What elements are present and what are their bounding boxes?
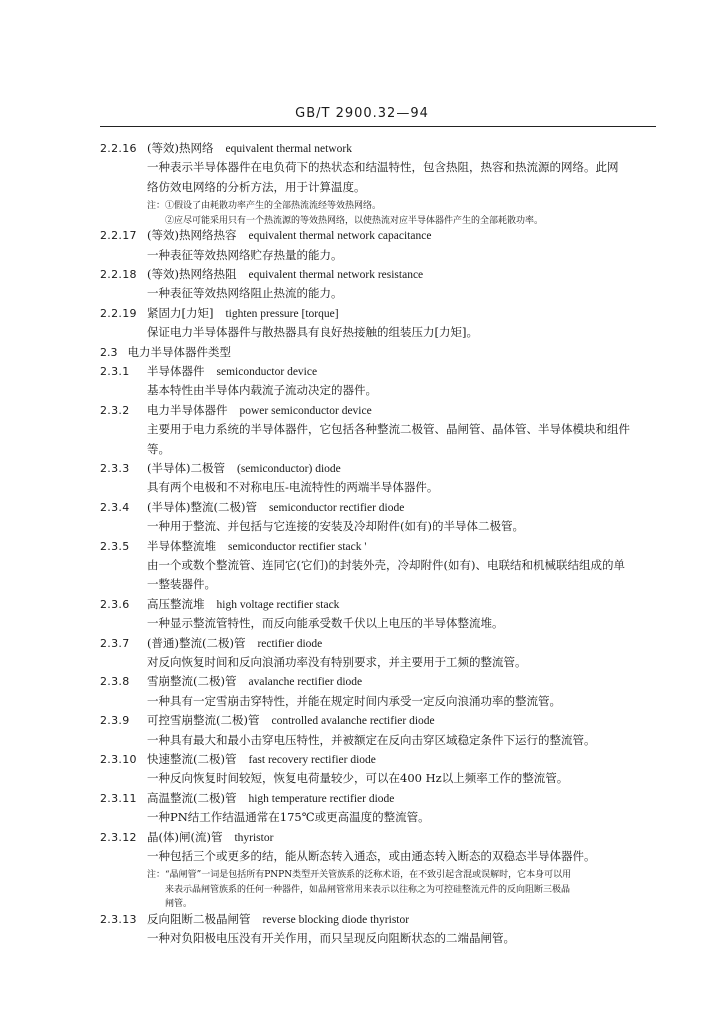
clause-number: 2.2.18 — [100, 268, 137, 281]
term-english: semiconductor rectifier stack ' — [228, 540, 367, 553]
term-chinese: 高温整流(二极)管 — [147, 790, 237, 805]
definition-text: 对反向恢复时间和反向浪涌功率没有特别要求，并主要用于工频的整流管。 — [147, 655, 527, 669]
clause-number: 2.2.17 — [100, 229, 137, 243]
section-heading — [100, 343, 231, 362]
term-name — [147, 304, 339, 324]
section-number: 2.3 — [100, 345, 118, 359]
definition-text: 一种具有最大和最小击穿电压特性，并被额定在反向击穿区域稳定条件下运行的整流管。 — [147, 732, 596, 747]
definition-text: 一种表征等效热网络贮存热量的能力。 — [147, 247, 343, 262]
term-chinese: 雪崩整流(二极)管 — [147, 674, 237, 689]
term-chinese: (普通)整流(二极)管 — [147, 635, 246, 650]
term-name — [147, 828, 273, 848]
definition-text: 一种PN结工作结温通常在175℃或更高温度的整流管。 — [147, 810, 430, 825]
note-text: ②应尽可能采用只有一个热流源的等效热网络，以使热流对应半导体器件产生的全部耗散功率。 — [147, 215, 544, 226]
definition-text: 具有两个电极和不对称电压-电流特性的两端半导体器件。 — [147, 480, 439, 495]
term-english: equivalent thermal network capacitance — [248, 230, 432, 243]
definition-text: 基本特性由半导体内载流子流动决定的器件。 — [147, 383, 377, 398]
term-name — [147, 672, 362, 692]
term-name — [147, 401, 372, 421]
section-title: 电力半导体器件类型 — [127, 344, 231, 359]
term-chinese: 电力半导体器件 — [147, 402, 228, 417]
term-chinese: 晶(体)闸(流)管 — [147, 829, 223, 844]
clause-number: 2.3.2 — [100, 403, 130, 417]
term-english: power semiconductor device — [239, 404, 372, 417]
definition-text: 一种具有一定雪崩击穿特性，并能在规定时间内承受一定反向浪涌功率的整流管。 — [147, 693, 561, 708]
term-chinese: 高压整流堆 — [147, 596, 205, 611]
term-english: thyristor — [234, 831, 274, 844]
term-english: equivalent thermal network — [225, 143, 352, 155]
note-text: 注：①假设了由耗散功率产生的全部热流流经等效热网络。 — [147, 201, 382, 212]
term-name — [147, 226, 431, 246]
clause-number: 2.3.12 — [100, 830, 137, 844]
term-english: rectifier diode — [257, 637, 323, 650]
clause-number: 2.3.5 — [100, 539, 130, 553]
clause-number: 2.3.7 — [100, 636, 130, 650]
definition-text: 由一个或数个整流管、连同它(它们)的封装外壳，冷却附件(如有)、电联结和机械联结组成的单 — [147, 558, 625, 572]
term-english: avalanche rectifier diode — [248, 676, 363, 689]
term-chinese: 半导体器件 — [147, 364, 205, 378]
clause-number: 2.3.6 — [100, 597, 130, 611]
clause-number: 2.3.9 — [100, 714, 130, 728]
clause-number: 2.2.16 — [100, 142, 137, 155]
definition-text: 一种显示整流管特性，而反向能承受数千伏以上电压的半导体整流堆。 — [147, 616, 504, 631]
clause-number: 2.3.10 — [100, 753, 137, 766]
clause-number: 2.3.8 — [100, 675, 130, 689]
term-english: reverse blocking diode thyristor — [262, 913, 410, 926]
clause-number: 2.3.11 — [100, 791, 137, 805]
term-name — [147, 139, 352, 159]
term-chinese: 反向阻断二极晶闸管 — [147, 911, 251, 926]
definition-text: 一种反向恢复时间较短，恢复电荷量较少，可以在400 Hz以上频率工作的整流管。 — [147, 771, 569, 786]
header-rule — [100, 126, 656, 127]
term-english: semiconductor device — [216, 366, 318, 378]
term-english: high temperature rectifier diode — [248, 792, 395, 805]
term-english: controlled avalanche rectifier diode — [271, 715, 435, 728]
term-name — [147, 711, 435, 731]
term-name — [147, 498, 404, 518]
term-chinese: (等效)热网络热阻 — [147, 267, 237, 281]
clause-number: 2.3.1 — [100, 365, 130, 378]
definition-text: 主要用于电力系统的半导体器件，它包括各种整流二极管、晶闸管、晶体管、半导体模块和组件 — [147, 422, 630, 437]
term-chinese: 快速整流(二极)管 — [147, 752, 237, 766]
definition-text: 保证电力半导体器件与散热器具有良好热接触的组装压力[力矩]。 — [147, 325, 478, 340]
term-chinese: 可控雪崩整流(二极)管 — [147, 713, 260, 728]
definition-text: 一种包括三个或更多的结，能从断态转入通态，或由通态转入断态的双稳态半导体器件。 — [147, 849, 596, 863]
definition-text: 一整装器件。 — [147, 577, 216, 592]
term-name — [147, 910, 409, 930]
definition-text: 络仿效电网络的分析方法，用于计算温度。 — [147, 179, 366, 194]
term-name — [147, 362, 317, 382]
term-chinese: 紧固力[力矩] — [147, 305, 214, 320]
clause-number: 2.3.4 — [100, 500, 130, 514]
term-name — [147, 537, 366, 557]
term-name — [147, 595, 339, 615]
term-english: fast recovery rectifier diode — [248, 754, 376, 766]
term-name — [147, 459, 341, 479]
term-english: high voltage rectifier stack — [216, 598, 340, 611]
term-english: tighten pressure [torque] — [225, 307, 339, 320]
definition-text: 一种对负阳极电压没有开关作用，而只呈现反向阻断状态的二端晶闸管。 — [147, 931, 515, 946]
definition-text: 一种表示半导体器件在电负荷下的热状态和结温特性，包含热阻，热容和热流源的网络。此网 — [147, 160, 619, 175]
term-chinese: 半导体整流堆 — [147, 538, 216, 553]
term-name — [147, 634, 322, 654]
term-english: semiconductor rectifier diode — [268, 501, 405, 514]
term-chinese: (半导体)整流(二极)管 — [147, 499, 257, 514]
definition-text: 等。 — [147, 441, 170, 456]
clause-number: 2.3.13 — [100, 912, 137, 926]
definition-text: 一种用于整流、并包括与它连接的安装及冷却附件(如有)的半导体二极管。 — [147, 519, 524, 534]
term-name — [147, 750, 376, 770]
note-text: 注：“晶闸管”一词是包括所有PNPN类型开关管族系的泛称术语，在不致引起含混或误解时，它本身可以用 — [147, 870, 572, 881]
note-text: 来表示晶闸管族系的任何一种器件，如晶闸管常用来表示以往称之为可控硅整流元件的反向阻断三极晶 — [147, 884, 571, 895]
definition-text: 一种表征等效热网络阻止热流的能力。 — [147, 286, 343, 301]
term-name — [147, 789, 394, 809]
term-chinese: (等效)热网络热容 — [147, 228, 237, 243]
term-english: equivalent thermal network resistance — [248, 269, 424, 281]
term-english: (semiconductor) diode — [236, 463, 341, 475]
clause-number: 2.3.3 — [100, 462, 130, 475]
clause-number: 2.2.19 — [100, 306, 137, 320]
page-header: GB/T 2900.32—94 — [295, 106, 429, 121]
term-chinese: (等效)热网络 — [147, 141, 214, 155]
term-name — [147, 265, 423, 285]
term-chinese: (半导体)二极管 — [147, 461, 225, 475]
note-text: 闸管。 — [147, 899, 193, 910]
